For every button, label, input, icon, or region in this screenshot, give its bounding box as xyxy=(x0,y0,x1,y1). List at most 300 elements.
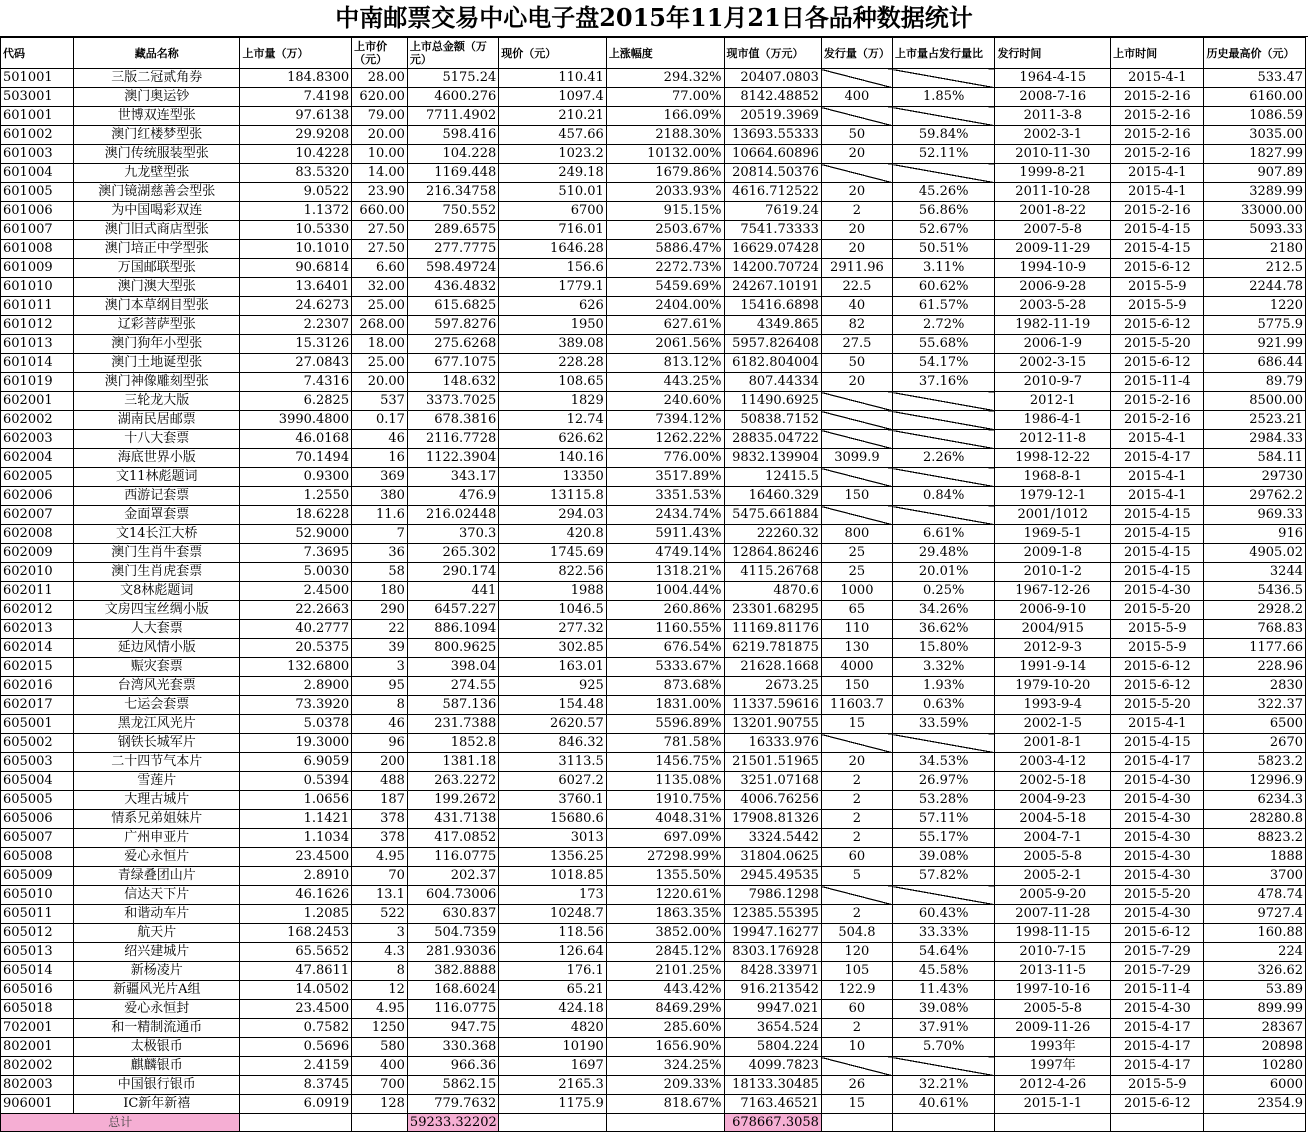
table-cell: 45.58% xyxy=(892,962,994,981)
table-cell: 2010-11-30 xyxy=(995,145,1111,164)
table-cell: 65.5652 xyxy=(240,943,352,962)
table-cell: 2015-2-16 xyxy=(1111,145,1204,164)
table-cell: 1910.75% xyxy=(606,791,724,810)
table-cell xyxy=(821,164,892,183)
table-cell: 31804.0625 xyxy=(724,848,821,867)
table-cell: 441 xyxy=(407,582,498,601)
table-row xyxy=(1,886,1306,905)
table-cell: 289.6575 xyxy=(407,221,498,240)
table-cell: 8500.00 xyxy=(1204,392,1306,411)
table-cell: 104.228 xyxy=(407,145,498,164)
table-cell: 140.16 xyxy=(499,449,607,468)
table-cell: 2101.25% xyxy=(606,962,724,981)
table-cell: 602007 xyxy=(1,506,74,525)
table-cell: 40.2777 xyxy=(240,620,352,639)
table-cell: 2015-4-15 xyxy=(1111,240,1204,259)
table-cell: 2015-4-30 xyxy=(1111,829,1204,848)
table-cell: 2116.7728 xyxy=(407,430,498,449)
table-cell: 2012-1 xyxy=(995,392,1111,411)
table-cell: 1997-10-16 xyxy=(995,981,1111,1000)
table-row xyxy=(1,905,1306,924)
table-cell: 216.34758 xyxy=(407,183,498,202)
table-cell: 3654.524 xyxy=(724,1019,821,1038)
table-row xyxy=(1,1019,1306,1038)
table-cell: 1175.9 xyxy=(499,1095,607,1114)
table-cell: 2404.00% xyxy=(606,297,724,316)
table-cell: 4870.6 xyxy=(724,582,821,601)
table-cell: 2015-6-12 xyxy=(1111,1095,1204,1114)
table-cell: 2015-4-30 xyxy=(1111,905,1204,924)
table-cell: 2015-7-29 xyxy=(1111,943,1204,962)
table-cell: 2015-5-20 xyxy=(1111,696,1204,715)
table-cell: 3113.5 xyxy=(499,753,607,772)
table-cell: 4749.14% xyxy=(606,544,724,563)
table-cell: 6182.804004 xyxy=(724,354,821,373)
table-cell: 187 xyxy=(352,791,408,810)
table-cell: 2015-4-17 xyxy=(1111,449,1204,468)
table-cell: 601007 xyxy=(1,221,74,240)
column-header: 藏品名称 xyxy=(74,38,240,69)
table-cell: 224 xyxy=(1204,943,1306,962)
table-cell: 95 xyxy=(352,677,408,696)
table-cell: 18.6228 xyxy=(240,506,352,525)
table-cell: 11169.81176 xyxy=(724,620,821,639)
table-cell: 1356.25 xyxy=(499,848,607,867)
table-cell: 630.837 xyxy=(407,905,498,924)
table-cell: 15 xyxy=(821,1095,892,1114)
table-cell: 324.25% xyxy=(606,1057,724,1076)
table-cell: 4099.7823 xyxy=(724,1057,821,1076)
table-cell: 6000 xyxy=(1204,1076,1306,1095)
table-cell: 110 xyxy=(821,620,892,639)
table-cell: 2005-5-8 xyxy=(995,848,1111,867)
table-cell: 55.68% xyxy=(892,335,994,354)
table-cell: 110.41 xyxy=(499,69,607,88)
table-cell: 2015-11-4 xyxy=(1111,981,1204,1000)
table-cell: 中国银行银币 xyxy=(74,1076,240,1095)
table-row xyxy=(1,316,1306,335)
table-cell: 2003-4-12 xyxy=(995,753,1111,772)
table-cell: 3 xyxy=(352,658,408,677)
table-cell: 2004-9-23 xyxy=(995,791,1111,810)
table-cell: 602009 xyxy=(1,544,74,563)
table-cell: 4006.76256 xyxy=(724,791,821,810)
table-cell: 369 xyxy=(352,468,408,487)
table-cell: 澳门生肖虎套票 xyxy=(74,563,240,582)
table-cell: 2 xyxy=(821,810,892,829)
table-cell: 966.36 xyxy=(407,1057,498,1076)
table-cell: 615.6825 xyxy=(407,297,498,316)
table-row xyxy=(1,354,1306,373)
table-cell: 新疆风光片A组 xyxy=(74,981,240,1000)
table-cell: 2015-4-30 xyxy=(1111,810,1204,829)
table-cell: 2.4500 xyxy=(240,582,352,601)
table-cell: 8428.33971 xyxy=(724,962,821,981)
table-cell: 2523.21 xyxy=(1204,411,1306,430)
table-cell xyxy=(821,411,892,430)
table-cell: 5333.67% xyxy=(606,658,724,677)
table-cell: 麒麟银币 xyxy=(74,1057,240,1076)
table-cell: 97.6138 xyxy=(240,107,352,126)
table-cell: 1656.90% xyxy=(606,1038,724,1057)
table-cell: 18133.30485 xyxy=(724,1076,821,1095)
table-cell: 602001 xyxy=(1,392,74,411)
table-row xyxy=(1,430,1306,449)
table-cell: 677.1075 xyxy=(407,354,498,373)
table-cell: 265.302 xyxy=(407,544,498,563)
table-cell: 10.4228 xyxy=(240,145,352,164)
column-header: 上市时间 xyxy=(1111,38,1204,69)
table-cell: 60.43% xyxy=(892,905,994,924)
table-cell: 12385.55395 xyxy=(724,905,821,924)
table-cell: 26.97% xyxy=(892,772,994,791)
table-body xyxy=(1,69,1306,1114)
table-cell: 50 xyxy=(821,354,892,373)
table-cell: 7.4316 xyxy=(240,373,352,392)
table-cell: 5804.224 xyxy=(724,1038,821,1057)
table-cell: 601003 xyxy=(1,145,74,164)
table-cell: 6160.00 xyxy=(1204,88,1306,107)
table-cell: 7711.4902 xyxy=(407,107,498,126)
table-cell: 9947.021 xyxy=(724,1000,821,1019)
table-cell: 20407.0803 xyxy=(724,69,821,88)
table-cell: 文8林彪题词 xyxy=(74,582,240,601)
table-cell: 9832.139904 xyxy=(724,449,821,468)
table-cell: 45.26% xyxy=(892,183,994,202)
table-cell: 24267.10191 xyxy=(724,278,821,297)
table-cell: 2015-4-30 xyxy=(1111,848,1204,867)
table-cell: 57.82% xyxy=(892,867,994,886)
table-cell: 11.6 xyxy=(352,506,408,525)
table-cell: 602002 xyxy=(1,411,74,430)
table-cell: 16333.976 xyxy=(724,734,821,753)
table-cell xyxy=(821,1057,892,1076)
table-cell: 601011 xyxy=(1,297,74,316)
table-cell xyxy=(892,734,994,753)
table-cell: 1986-4-1 xyxy=(995,411,1111,430)
table-cell: 15.80% xyxy=(892,639,994,658)
table-cell: 605006 xyxy=(1,810,74,829)
table-cell: 209.33% xyxy=(606,1076,724,1095)
table-cell: 5.0030 xyxy=(240,563,352,582)
table-cell: 澳门奥运钞 xyxy=(74,88,240,107)
table-cell xyxy=(892,468,994,487)
table-cell: 10248.7 xyxy=(499,905,607,924)
table-cell: 285.60% xyxy=(606,1019,724,1038)
table-cell: 2.2307 xyxy=(240,316,352,335)
table-cell: 1.1372 xyxy=(240,202,352,221)
table-cell: 2007-11-28 xyxy=(995,905,1111,924)
table-cell: 120 xyxy=(821,943,892,962)
table-cell: 2015-6-12 xyxy=(1111,924,1204,943)
table-cell: 3251.07168 xyxy=(724,772,821,791)
table-cell: 2015-4-15 xyxy=(1111,563,1204,582)
table-cell: 36 xyxy=(352,544,408,563)
table-cell: 2503.67% xyxy=(606,221,724,240)
table-cell: 台湾风光套票 xyxy=(74,677,240,696)
table-cell: 2012-9-3 xyxy=(995,639,1111,658)
table-cell: 128 xyxy=(352,1095,408,1114)
table-cell xyxy=(892,69,994,88)
table-cell: 29762.2 xyxy=(1204,487,1306,506)
table-row xyxy=(1,202,1306,221)
table-cell: 2015-6-12 xyxy=(1111,677,1204,696)
table-cell: 2188.30% xyxy=(606,126,724,145)
table-row xyxy=(1,658,1306,677)
table-cell: 580 xyxy=(352,1038,408,1057)
table-cell: 5.70% xyxy=(892,1038,994,1057)
table-cell: 24.6273 xyxy=(240,297,352,316)
table-cell: 2354.9 xyxy=(1204,1095,1306,1114)
table-cell: 2984.33 xyxy=(1204,430,1306,449)
table-cell: 3 xyxy=(352,924,408,943)
table-cell: 1160.55% xyxy=(606,620,724,639)
table-cell: 46.0168 xyxy=(240,430,352,449)
table-cell: 7394.12% xyxy=(606,411,724,430)
data-table xyxy=(0,37,1306,1132)
table-cell: 417.0852 xyxy=(407,829,498,848)
table-cell: 西游记套票 xyxy=(74,487,240,506)
table-cell: 信达天下片 xyxy=(74,886,240,905)
table-cell: 488 xyxy=(352,772,408,791)
table-row xyxy=(1,715,1306,734)
table-cell: 436.4832 xyxy=(407,278,498,297)
table-cell: 2 xyxy=(821,772,892,791)
table-cell: 277.7775 xyxy=(407,240,498,259)
table-cell: 航天片 xyxy=(74,924,240,943)
table-cell: 2015-4-30 xyxy=(1111,772,1204,791)
table-cell: 2033.93% xyxy=(606,183,724,202)
column-header: 现市值（万元） xyxy=(724,38,821,69)
table-cell: 4820 xyxy=(499,1019,607,1038)
table-cell xyxy=(821,392,892,411)
table-cell xyxy=(892,506,994,525)
table-cell: 1697 xyxy=(499,1057,607,1076)
table-cell: 辽彩菩萨型张 xyxy=(74,316,240,335)
table-cell: 6234.3 xyxy=(1204,791,1306,810)
table-cell: 886.1094 xyxy=(407,620,498,639)
table-cell: 1745.69 xyxy=(499,544,607,563)
table-cell: 1177.66 xyxy=(1204,639,1306,658)
table-row xyxy=(1,734,1306,753)
table-cell: 1.0656 xyxy=(240,791,352,810)
table-cell: 2015-4-15 xyxy=(1111,734,1204,753)
table-cell: 537 xyxy=(352,392,408,411)
table-cell: 57.11% xyxy=(892,810,994,829)
table-cell: 15680.6 xyxy=(499,810,607,829)
table-cell: 28835.04722 xyxy=(724,430,821,449)
table-cell: 2015-7-29 xyxy=(1111,962,1204,981)
table-cell: 39 xyxy=(352,639,408,658)
table-cell: 1250 xyxy=(352,1019,408,1038)
table-cell: 青绿叠团山片 xyxy=(74,867,240,886)
table-cell: 27.50 xyxy=(352,240,408,259)
table-cell: 2006-9-28 xyxy=(995,278,1111,297)
table-cell: 25.00 xyxy=(352,297,408,316)
table-cell: 160.88 xyxy=(1204,924,1306,943)
table-cell: 378 xyxy=(352,810,408,829)
table-cell: 2015-4-30 xyxy=(1111,582,1204,601)
table-cell: 7 xyxy=(352,525,408,544)
table-cell: 602013 xyxy=(1,620,74,639)
table-cell: 6.61% xyxy=(892,525,994,544)
table-cell: 7.4198 xyxy=(240,88,352,107)
table-cell: 1968-8-1 xyxy=(995,468,1111,487)
table-cell: 4349.865 xyxy=(724,316,821,335)
table-cell: 602004 xyxy=(1,449,74,468)
table-cell: 22.5 xyxy=(821,278,892,297)
table-cell: 澳门本草纲目型张 xyxy=(74,297,240,316)
table-row xyxy=(1,791,1306,810)
table-cell: 5596.89% xyxy=(606,715,724,734)
table-cell: 33.59% xyxy=(892,715,994,734)
table-cell: 27298.99% xyxy=(606,848,724,867)
table-cell: 1220 xyxy=(1204,297,1306,316)
table-cell: 3351.53% xyxy=(606,487,724,506)
table-cell: 20 xyxy=(821,145,892,164)
table-cell: 382.8888 xyxy=(407,962,498,981)
table-cell: 5459.69% xyxy=(606,278,724,297)
table-cell: 2004/915 xyxy=(995,620,1111,639)
table-cell: 522 xyxy=(352,905,408,924)
table-cell: 29730 xyxy=(1204,468,1306,487)
table-cell: 澳门镜湖慈善会型张 xyxy=(74,183,240,202)
table-cell: 130 xyxy=(821,639,892,658)
table-cell: 605004 xyxy=(1,772,74,791)
table-cell: 605010 xyxy=(1,886,74,905)
table-cell: 605016 xyxy=(1,981,74,1000)
table-cell: 10 xyxy=(821,1038,892,1057)
table-cell: 54.64% xyxy=(892,943,994,962)
table-cell: 70 xyxy=(352,867,408,886)
table-cell: 2 xyxy=(821,829,892,848)
table-cell: 2009-11-26 xyxy=(995,1019,1111,1038)
table-cell: 501001 xyxy=(1,69,74,88)
table-cell: 2 xyxy=(821,202,892,221)
table-cell: 55.17% xyxy=(892,829,994,848)
table-cell: 925 xyxy=(499,677,607,696)
table-cell: 2001-8-22 xyxy=(995,202,1111,221)
table-cell: 2010-1-2 xyxy=(995,563,1111,582)
column-header: 上市总金额（万元） xyxy=(407,38,498,69)
table-row xyxy=(1,1000,1306,1019)
table-cell: 2012-11-8 xyxy=(995,430,1111,449)
table-cell: 28367 xyxy=(1204,1019,1306,1038)
table-cell: 情系兄弟姐妹片 xyxy=(74,810,240,829)
column-header: 发行量（万） xyxy=(821,38,892,69)
table-row xyxy=(1,278,1306,297)
table-cell: 2165.3 xyxy=(499,1076,607,1095)
table-cell: 新杨凌片 xyxy=(74,962,240,981)
table-cell: 294.03 xyxy=(499,506,607,525)
table-cell: IC新年新禧 xyxy=(74,1095,240,1114)
table-cell: 23301.68295 xyxy=(724,601,821,620)
table-cell: 533.47 xyxy=(1204,69,1306,88)
table-cell: 50838.7152 xyxy=(724,411,821,430)
table-cell: 800 xyxy=(821,525,892,544)
table-cell: 108.65 xyxy=(499,373,607,392)
table-cell: 330.368 xyxy=(407,1038,498,1057)
table-cell: 28.00 xyxy=(352,69,408,88)
table-cell: 605012 xyxy=(1,924,74,943)
table-cell: 延边风情小版 xyxy=(74,639,240,658)
table-cell: 7619.24 xyxy=(724,202,821,221)
table-cell: 10.1010 xyxy=(240,240,352,259)
table-cell: 602012 xyxy=(1,601,74,620)
table-cell: 802002 xyxy=(1,1057,74,1076)
table-cell: 澳门传统服装型张 xyxy=(74,145,240,164)
table-cell: 294.32% xyxy=(606,69,724,88)
table-cell: 澳门红楼梦型张 xyxy=(74,126,240,145)
table-row xyxy=(1,221,1306,240)
table-cell: 27.0843 xyxy=(240,354,352,373)
table-cell: 5475.661884 xyxy=(724,506,821,525)
table-cell: 20.01% xyxy=(892,563,994,582)
table-cell: 605002 xyxy=(1,734,74,753)
table-cell: 228.28 xyxy=(499,354,607,373)
table-cell: 132.6800 xyxy=(240,658,352,677)
table-cell: 626.62 xyxy=(499,430,607,449)
table-cell: 11337.59616 xyxy=(724,696,821,715)
table-cell: 602016 xyxy=(1,677,74,696)
table-cell: 70.1494 xyxy=(240,449,352,468)
table-cell: 14200.70724 xyxy=(724,259,821,278)
table-cell: 4.3 xyxy=(352,943,408,962)
table-cell: 6.2825 xyxy=(240,392,352,411)
table-cell: 22260.32 xyxy=(724,525,821,544)
table-cell: 为中国喝彩双连 xyxy=(74,202,240,221)
table-cell: 65.21 xyxy=(499,981,607,1000)
table-cell: 4616.712522 xyxy=(724,183,821,202)
table-cell: 1.85% xyxy=(892,88,994,107)
table-cell: 231.7388 xyxy=(407,715,498,734)
table-cell: 36.62% xyxy=(892,620,994,639)
table-cell: 澳门神像雕刻型张 xyxy=(74,373,240,392)
table-cell: 228.96 xyxy=(1204,658,1306,677)
table-cell: 1993-9-4 xyxy=(995,696,1111,715)
table-cell: 389.08 xyxy=(499,335,607,354)
table-cell: 4600.276 xyxy=(407,88,498,107)
table-cell: 60.62% xyxy=(892,278,994,297)
table-cell: 1999-8-21 xyxy=(995,164,1111,183)
table-cell: 2830 xyxy=(1204,677,1306,696)
table-cell: 96 xyxy=(352,734,408,753)
table-cell: 50.51% xyxy=(892,240,994,259)
table-cell: 爱心永恒片 xyxy=(74,848,240,867)
table-cell: 5175.24 xyxy=(407,69,498,88)
table-cell: 2010-9-7 xyxy=(995,373,1111,392)
table-cell: 5911.43% xyxy=(606,525,724,544)
table-cell: 54.17% xyxy=(892,354,994,373)
table-cell: 16460.329 xyxy=(724,487,821,506)
table-cell: 澳门旧式商店型张 xyxy=(74,221,240,240)
table-cell: 601013 xyxy=(1,335,74,354)
table-cell: 457.66 xyxy=(499,126,607,145)
table-cell: 1997年 xyxy=(995,1057,1111,1076)
table-cell: 2015-5-9 xyxy=(1111,620,1204,639)
table-cell: 2009-1-8 xyxy=(995,544,1111,563)
table-cell: 476.9 xyxy=(407,487,498,506)
table-cell: 2015-2-16 xyxy=(1111,107,1204,126)
table-cell: 20.00 xyxy=(352,373,408,392)
table-cell: 19947.16277 xyxy=(724,924,821,943)
table-cell: 1456.75% xyxy=(606,753,724,772)
table-cell: 5 xyxy=(821,867,892,886)
table-cell: 2015-5-20 xyxy=(1111,601,1204,620)
table-cell: 11490.6925 xyxy=(724,392,821,411)
table-cell: 678.3816 xyxy=(407,411,498,430)
table-cell: 2015-4-1 xyxy=(1111,183,1204,202)
